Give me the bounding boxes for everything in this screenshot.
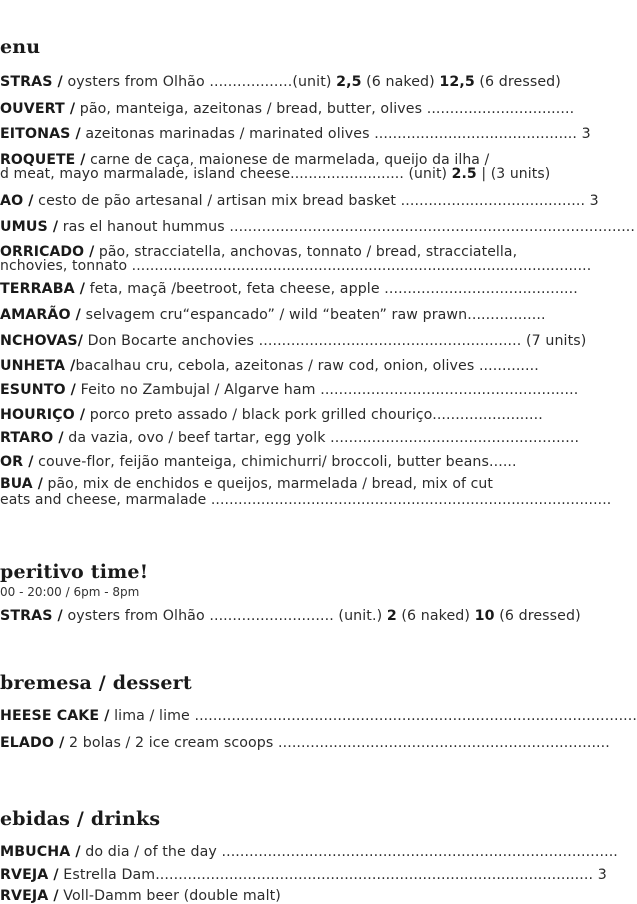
item-name: BUA / [0,476,43,492]
item-desc: carne de caça, maionese de marmelada, queijo da ilha / [85,152,490,168]
item-price: 10 [474,608,495,624]
item-desc: do dia / of the day ...................................................................................... [80,844,618,860]
item-name: HEESE CAKE / [0,708,110,724]
menu-item-anchovas [0,333,586,349]
item-name: ORRICADO / [0,244,95,260]
item-name: TERRABA / [0,281,86,297]
dessert-item-gelado [0,735,610,751]
item-desc: d meat, mayo marmalade, island cheese......................... (unit) [0,166,452,182]
item-name: RTARO / [0,430,64,446]
item-desc: Voll-Damm beer (double malt) [58,888,281,904]
item-desc: pão, stracciatella, anchovas, tonnato / bread, stracciatella, [94,244,518,260]
drinks-item-cerveja-2 [0,888,281,904]
drinks-heading: ebidas / drinks [0,808,161,830]
item-name: OUVERT / [0,101,76,117]
menu-item-tabua-cont [0,494,611,507]
item-name: AO / [0,193,34,209]
menu-item-camarao [0,307,546,323]
item-price: 12,5 [439,74,475,90]
item-name: STRAS / [0,74,63,90]
menu-item-porricado-cont [0,260,591,273]
item-name: RVEJA / [0,867,59,883]
menu-item-flor [0,454,517,470]
menu-item-humus [0,219,635,235]
item-name: HOURIÇO / [0,407,86,423]
item-note: (6 dressed) [474,74,561,90]
item-name: OR / [0,454,34,470]
menu-item-ostras [0,74,561,90]
menu-item-presunto [0,382,578,398]
item-note: | (3 units) [476,166,551,182]
item-name: UNHETA / [0,358,76,374]
item-desc: 2 bolas / 2 ice cream scoops ........................................................................ [64,735,610,751]
item-desc: nchovies, tonnato ..................................................................................................... [0,258,592,274]
menu-item-beterraba [0,281,578,297]
aperitivo-hours: 00 - 20:00 / 6pm - 8pm [0,585,140,599]
item-desc: Feito no Zambujal / Algarve ham ........................................................ [75,382,579,398]
item-desc: Estrella Dam............................................................................................... 3 [58,867,607,883]
menu-item-couvert [0,101,574,117]
item-desc: porco preto assado / black pork grilled chouriço........................ [85,407,543,423]
menu-item-croquete-cont [0,168,550,181]
aperitivo-heading: peritivo time! [0,561,149,583]
item-desc: pão, manteiga, azeitonas / bread, butter, olives ................................ [75,101,575,117]
item-price: 2 [386,608,397,624]
dessert-heading: bremesa / dessert [0,672,192,694]
menu-item-punheta [0,358,539,374]
item-desc: couve-flor, feijão manteiga, chimichurri/ broccoli, butter beans...... [33,454,517,470]
item-desc: ras el hanout hummus ........................................................................................ [58,219,636,235]
item-name: UMUS / [0,219,59,235]
item-price: 2.5 [451,166,477,182]
item-desc: da vazia, ovo / beef tartar, egg yolk ...................................................... [63,430,580,446]
item-desc: azeitonas marinadas / marinated olives ............................................ 3 [80,126,591,142]
menu-item-tartaro [0,430,579,446]
item-name: AMARÃO / [0,307,81,323]
dessert-item-cheesecake [0,708,637,724]
item-name: STRAS / [0,608,63,624]
item-desc: selvagem cru“espancado” / wild “beaten” raw prawn................. [80,307,546,323]
item-name: ELADO / [0,735,65,751]
menu-item-chourico [0,407,543,423]
item-desc: oysters from Olhão ........................... (unit.) [62,608,387,624]
menu-item-tabua [0,478,493,491]
item-name: EITONAS / [0,126,81,142]
item-name: ESUNTO / [0,382,76,398]
aperitivo-item-ostras [0,608,581,624]
item-desc: feta, maçã /beetroot, feta cheese, apple .......................................... [85,281,578,297]
item-desc: pão, mix de enchidos e queijos, marmelada / bread, mix of cut [42,476,493,492]
drinks-item-cerveja [0,867,607,883]
item-desc: lima / lime ................................................................................................ [109,708,637,724]
item-name: RVEJA / [0,888,59,904]
item-desc: oysters from Olhão ..................(unit) [62,74,337,90]
drinks-item-kombucha [0,844,618,860]
item-note: (6 naked) [361,74,440,90]
item-desc: cesto de pão artesanal / artisan mix bread basket ........................................ 3 [33,193,599,209]
item-desc: Don Bocarte anchovies ......................................................... (7 units) [83,333,587,349]
item-desc: eats and cheese, marmalade ........................................................................................ [0,492,612,508]
item-name: ROQUETE / [0,152,86,168]
item-name: MBUCHA / [0,844,81,860]
item-price: 2,5 [336,74,362,90]
item-name: NCHOVAS/ [0,333,84,349]
menu-heading: enu [0,36,41,58]
menu-item-pao [0,193,599,209]
item-note: (6 naked) [396,608,475,624]
menu-item-azeitonas [0,126,591,142]
item-note: (6 dressed) [494,608,581,624]
item-desc: bacalhau cru, cebola, azeitonas / raw cod, onion, olives ............. [75,358,539,374]
